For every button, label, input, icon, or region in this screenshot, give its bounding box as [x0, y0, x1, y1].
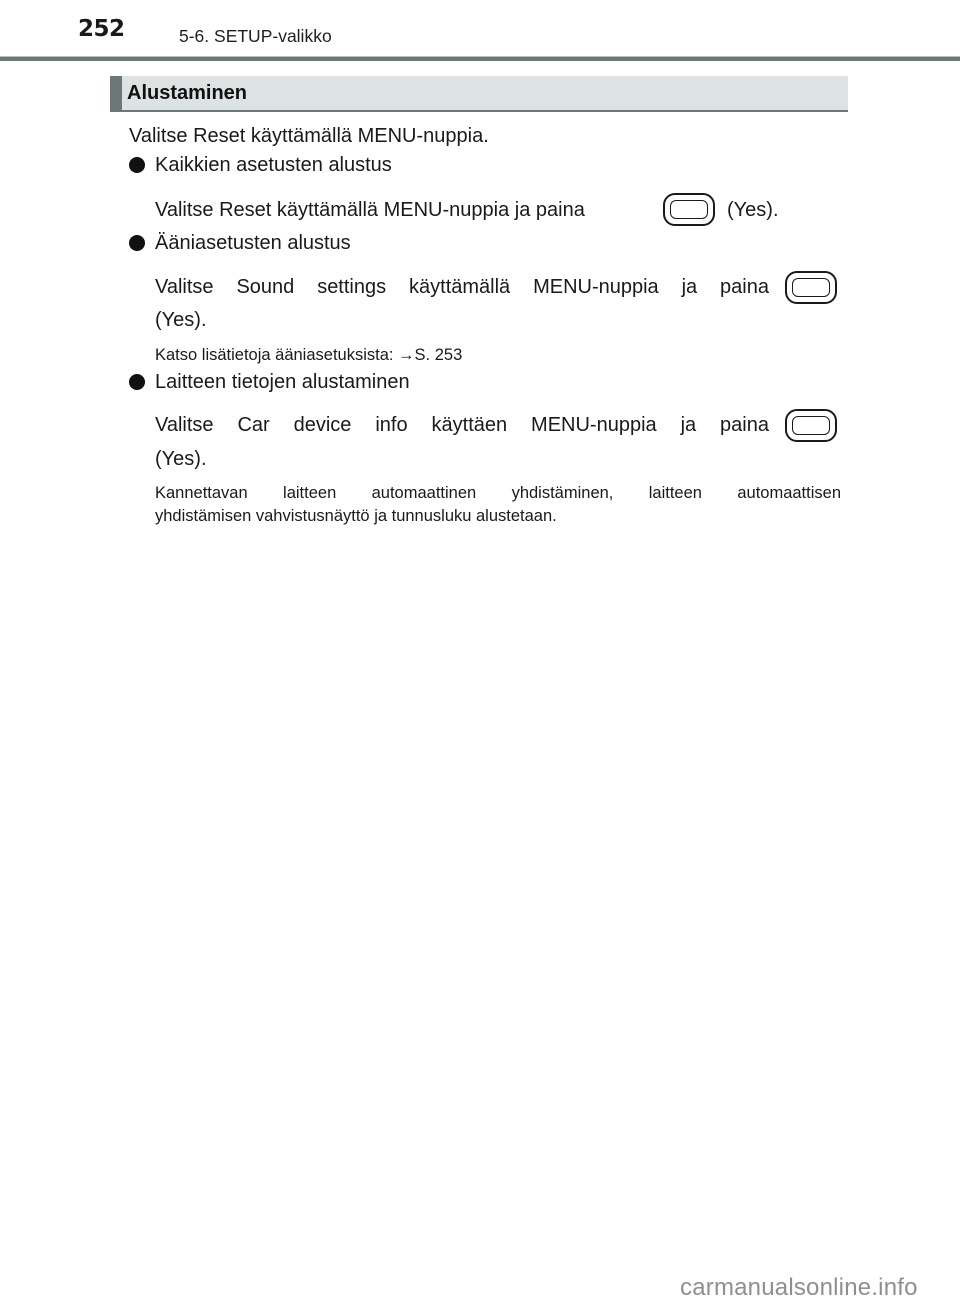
item-instruction-reset-all: Valitse Reset käyttämällä MENU-nuppia ja paina — [155, 199, 585, 221]
bullet-icon — [129, 374, 145, 390]
item-instruction-yes: (Yes). — [155, 448, 207, 470]
item-instruction-sound-settings: Valitse Sound settings käyttämällä MENU-nuppia ja paina — [155, 276, 769, 298]
bullet-icon — [129, 235, 145, 251]
cross-reference-note: Katso lisätietoja ääniasetuksista: →S. 253 — [155, 346, 463, 364]
section-heading — [110, 76, 848, 112]
header-divider — [0, 56, 960, 61]
button-icon — [785, 409, 837, 442]
item-title-reset-all: Kaikkien asetusten alustus — [155, 154, 392, 176]
bullet-icon — [129, 157, 145, 173]
item-title-device-info: Laitteen tietojen alustaminen — [155, 371, 410, 393]
item-instruction-device-info: Valitse Car device info käyttäen MENU-nuppia ja paina — [155, 414, 769, 436]
button-icon — [663, 193, 715, 226]
watermark: carmanualsonline.info — [680, 1274, 918, 1301]
item-instruction-yes: (Yes). — [727, 199, 779, 221]
page-header — [0, 0, 960, 61]
section-title: Alustaminen — [127, 82, 248, 104]
heading-accent-bar — [110, 76, 122, 110]
section-intro: Valitse Reset käyttämällä MENU-nuppia. — [129, 125, 489, 147]
page-number: 252 — [78, 16, 125, 42]
item-instruction-yes: (Yes). — [155, 309, 207, 331]
chapter-title: 5-6. SETUP-valikko — [179, 26, 332, 46]
button-icon — [785, 271, 837, 304]
device-info-note-line1: Kannettavan laitteen automaattinen yhdistäminen, laitteen automaattisen — [155, 484, 841, 502]
item-title-sound-settings: Ääniasetusten alustus — [155, 232, 351, 254]
device-info-note-line2: yhdistämisen vahvistusnäyttö ja tunnusluku alustetaan. — [155, 507, 557, 525]
